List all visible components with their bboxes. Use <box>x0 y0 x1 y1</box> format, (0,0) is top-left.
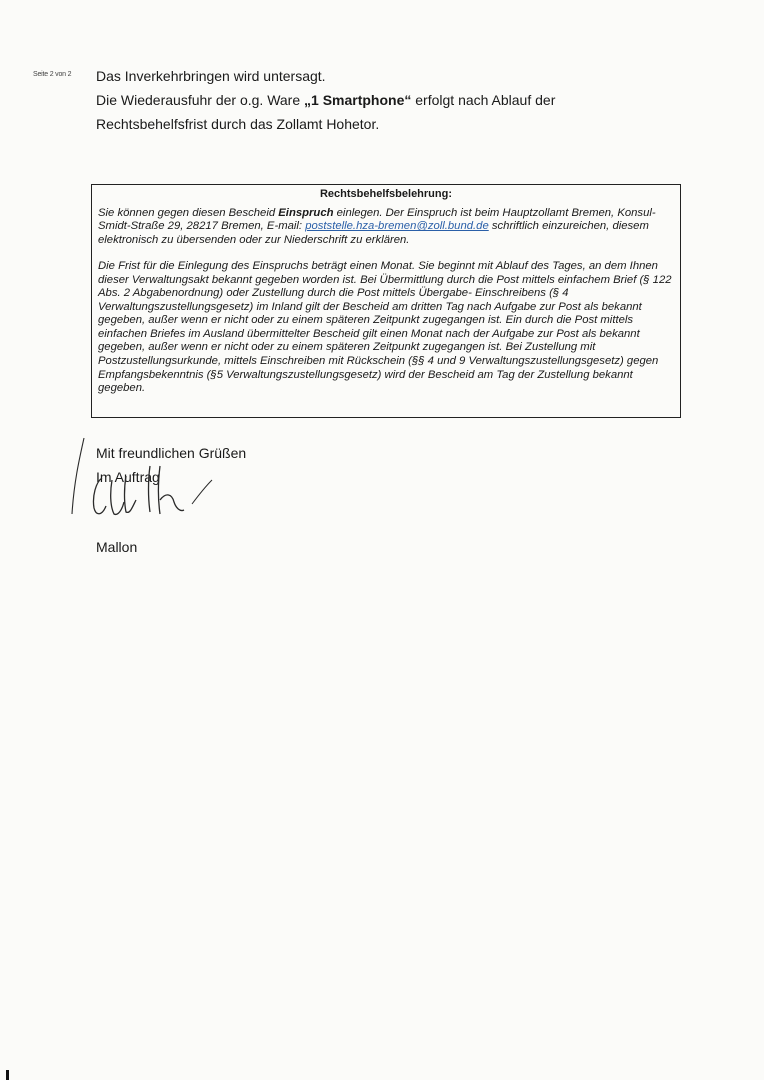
intro-text <box>96 64 716 136</box>
handwritten-signature <box>66 436 216 526</box>
prohibition-line: Das Inverkehrbringen wird untersagt. <box>96 68 326 84</box>
greeting-line: Mit freundlichen Grüßen <box>96 445 247 461</box>
reexport-line: Die Wiederausfuhr der o.g. Ware „1 Smartphone“ erfolgt nach Ablauf der <box>96 92 556 108</box>
legal-remedy-title: Rechtsbehelfsbelehrung: <box>319 188 453 200</box>
email-link[interactable]: poststelle.hza-bremen@zoll.bund.de <box>305 220 489 233</box>
scan-edge-mark <box>6 1070 9 1080</box>
objection-paragraph: Sie können gegen diesen Bescheid Einspruch einlegen. Der Einspruch ist beim Hauptzollamt Bremen, Konsul-Smidt-Straße 29, 28217 Bremen, E-mail: poststelle.hza-bremen@zoll.bund.de schriftlich einzureichen, diesem elektronisch zu übersenden oder zur Niederschrift zu erklären. <box>98 206 656 246</box>
deadline-paragraph: Die Frist für die Einlegung des Einspruchs beträgt einen Monat. Sie beginnt mit Ablauf des Tages, an dem Ihnen dieser Verwaltungsakt bekannt gegeben worden ist. Bei Übermittlung durch die Post mittels einfachem Brief (§ 122 Abs. 2 Abgabenordnung) oder Zustellung durch die Post mittels Übergabe- Einschreibens (§ 4 Verwaltungszustellungsgesetz) im Inland gilt der Bescheid am dritten Tag nach Aufgabe zur Post als bekannt gegeben, außer wenn er nicht oder zu einem späteren Zeitpunkt zugegangen ist. Ein durch die Post mittels einfachen Briefes im Ausland übermittelter Bescheid gilt einen Monat nach der Aufgabe zur Post als bekannt gegeben, außer wenn er nicht oder zu einem späteren Zeitpunkt zugegangen ist. Bei Zustellung mit Postzustellungsurkunde, mittels Einschreiben mit Rückschein (§§ 4 und 9 Verwaltungszustellungsgesetz) gegen Empfangsbekenntnis (§5 Verwaltungszustellungsgesetz) wird der Bescheid am Tag der Zustellung bekannt gegeben. <box>98 260 672 395</box>
page-number-label: Seite 2 von 2 <box>33 71 72 78</box>
legal-remedy-box <box>91 184 681 418</box>
objection-term: Einspruch <box>278 206 334 219</box>
by-order-line: Im Auftrag <box>96 469 160 485</box>
reexport-line-2: Rechtsbehelfsfrist durch das Zollamt Hohetor. <box>96 116 380 132</box>
signer-name: Mallon <box>96 539 138 555</box>
goods-name: „1 Smartphone“ <box>304 92 412 108</box>
